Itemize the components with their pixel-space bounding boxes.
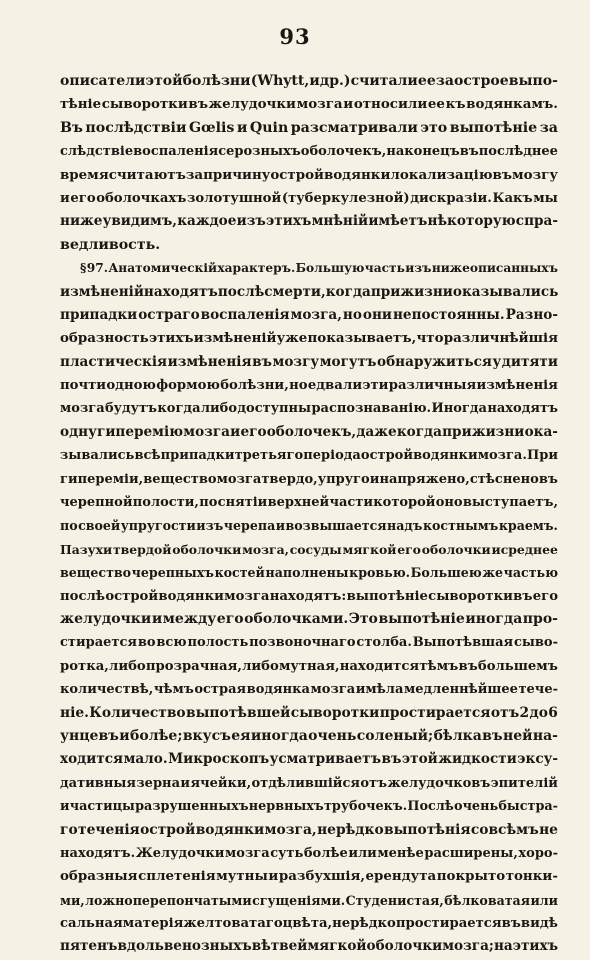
text-line: вещество черепныхъ костей наполнены кровью. Большею же частью [60, 565, 558, 581]
text-line: пластическія измѣненія въ мозгу могутъ обнаружиться у дитяти [60, 353, 558, 370]
text-line: образныя сплетенія мутны и разбухшія, ерендута покрыто тонки- [60, 868, 558, 885]
text-line: Пазухи твердой оболочки мозга, сосуды мягкой его оболочки исреднее [60, 541, 558, 557]
text-line: унцевъ и болѣе; вкусъ ея иногда очень соленый; бѣлка въ ней на- [60, 727, 558, 744]
text-line: ходится мало. Микроскопъ усматриваетъ въ этой жидкости эксу- [60, 751, 558, 768]
text-line: одну гиперемію мозга и его оболочекъ, даже когда при жизни ока- [60, 423, 558, 440]
text-line: количествѣ, чѣмъ острая водянка мозга имѣла медленнѣйшее тече- [60, 682, 558, 698]
text-line: черепной полости, по снятіи верхней части которой оно выступаетъ, [60, 495, 558, 511]
text-line: почти одною формою болѣзни, но едва ли эти различныя измѣненія [60, 378, 558, 394]
text-line: ми, ложноперепончатыми сгущеніями. Студенистая, бѣлковатая или [60, 892, 558, 908]
text-line: § 97. Анатомическій характеръ. Большую часть изъ нижеописанныхъ [80, 261, 558, 276]
text-line: ротка, либо прозрачная, либо мутная, находится тѣмъ въ большемъ [60, 658, 558, 674]
text-line: Въ послѣдствіи Gœlis и Quin разсматривали это выпотѣніе за [60, 119, 558, 136]
text-line: и частицы разрушенныхъ нервныхъ трубочекъ. Послѣ очень быстра- [60, 799, 558, 815]
text-line: ниже увидимъ, каждое изъ этихъ мнѣній имѣетъ нѣкоторую спра- [60, 213, 558, 230]
text-line: и его оболочкахъ золотушной (туберкулезной) дискразіи. Какъ мы [60, 190, 558, 206]
text-line: гипереміи, вещество мозга твердо, упруго и напряжено, стѣснено въ [60, 471, 558, 487]
page-number: 93 [279, 24, 311, 49]
text-line: ніе. Количество выпотѣвшей сыворотки простирается отъ 2 до 6 [60, 704, 558, 721]
text-line: послѣ острой водянки мозга находятъ: выпотѣніе сыворотки въ его [60, 588, 558, 604]
text-line: сальная матерія желтоватаго цвѣта, нерѣдко простирается въ видѣ [60, 916, 558, 932]
text-line: желудочки и между его оболочками. Это выпотѣніе иногда про- [60, 610, 558, 627]
text-line: находятъ. Желудочки мозга суть болѣе или менѣе расширены, хоро- [60, 845, 558, 861]
text-line: слѣдствіе воспаленія серозныхъ оболочекъ, наконецъ въ послѣднее [60, 144, 558, 160]
text-line: пятенъ вдоль венозныхъ вѣтвей мягкой оболочки мозга; на этихъ [60, 938, 559, 955]
body-text [60, 70, 558, 959]
text-line: припадки остраго воспаленія мозга, но они непостоянны. Разно- [60, 306, 558, 323]
text-line: зывались всѣ припадки третьяго періода острой водянки мозга. При [60, 448, 558, 464]
text-line: время считаютъ за причину острой водянки локализацію въ мозгу [60, 166, 558, 183]
text-line: го теченія острой водянки мозга, нерѣдко выпотѣнія совсѣмъ не [60, 821, 558, 838]
text-line: стирается во всю полость позвоночнаго столба. Выпотѣвшая сыво- [60, 635, 558, 651]
text-line: образность этихъ измѣненій уже показываетъ, что различнѣйшія [60, 330, 558, 347]
text-line: ведливость. [60, 236, 161, 253]
text-line: тѣніе сыворотки въ желудочки мозга и относили ее къ водянкамъ. [60, 96, 558, 113]
text-line: описатели этой болѣзни (Whytt, и др.) считали ее за острое выпо- [60, 73, 558, 89]
text-line: измѣненій находятъ послѣ смерти, когда при жизни оказывались [60, 283, 559, 300]
text-line: мозга будутъ когда либо доступны распознаванію. Иногда находятъ [60, 401, 558, 417]
text-line: дативныя зерна и ячейки, отдѣлившійся отъ желудочковъ эпителій [60, 775, 558, 791]
text-line: по своей упругости изъ черепа и возвышается надъ костнымъ краемъ. [60, 518, 558, 534]
